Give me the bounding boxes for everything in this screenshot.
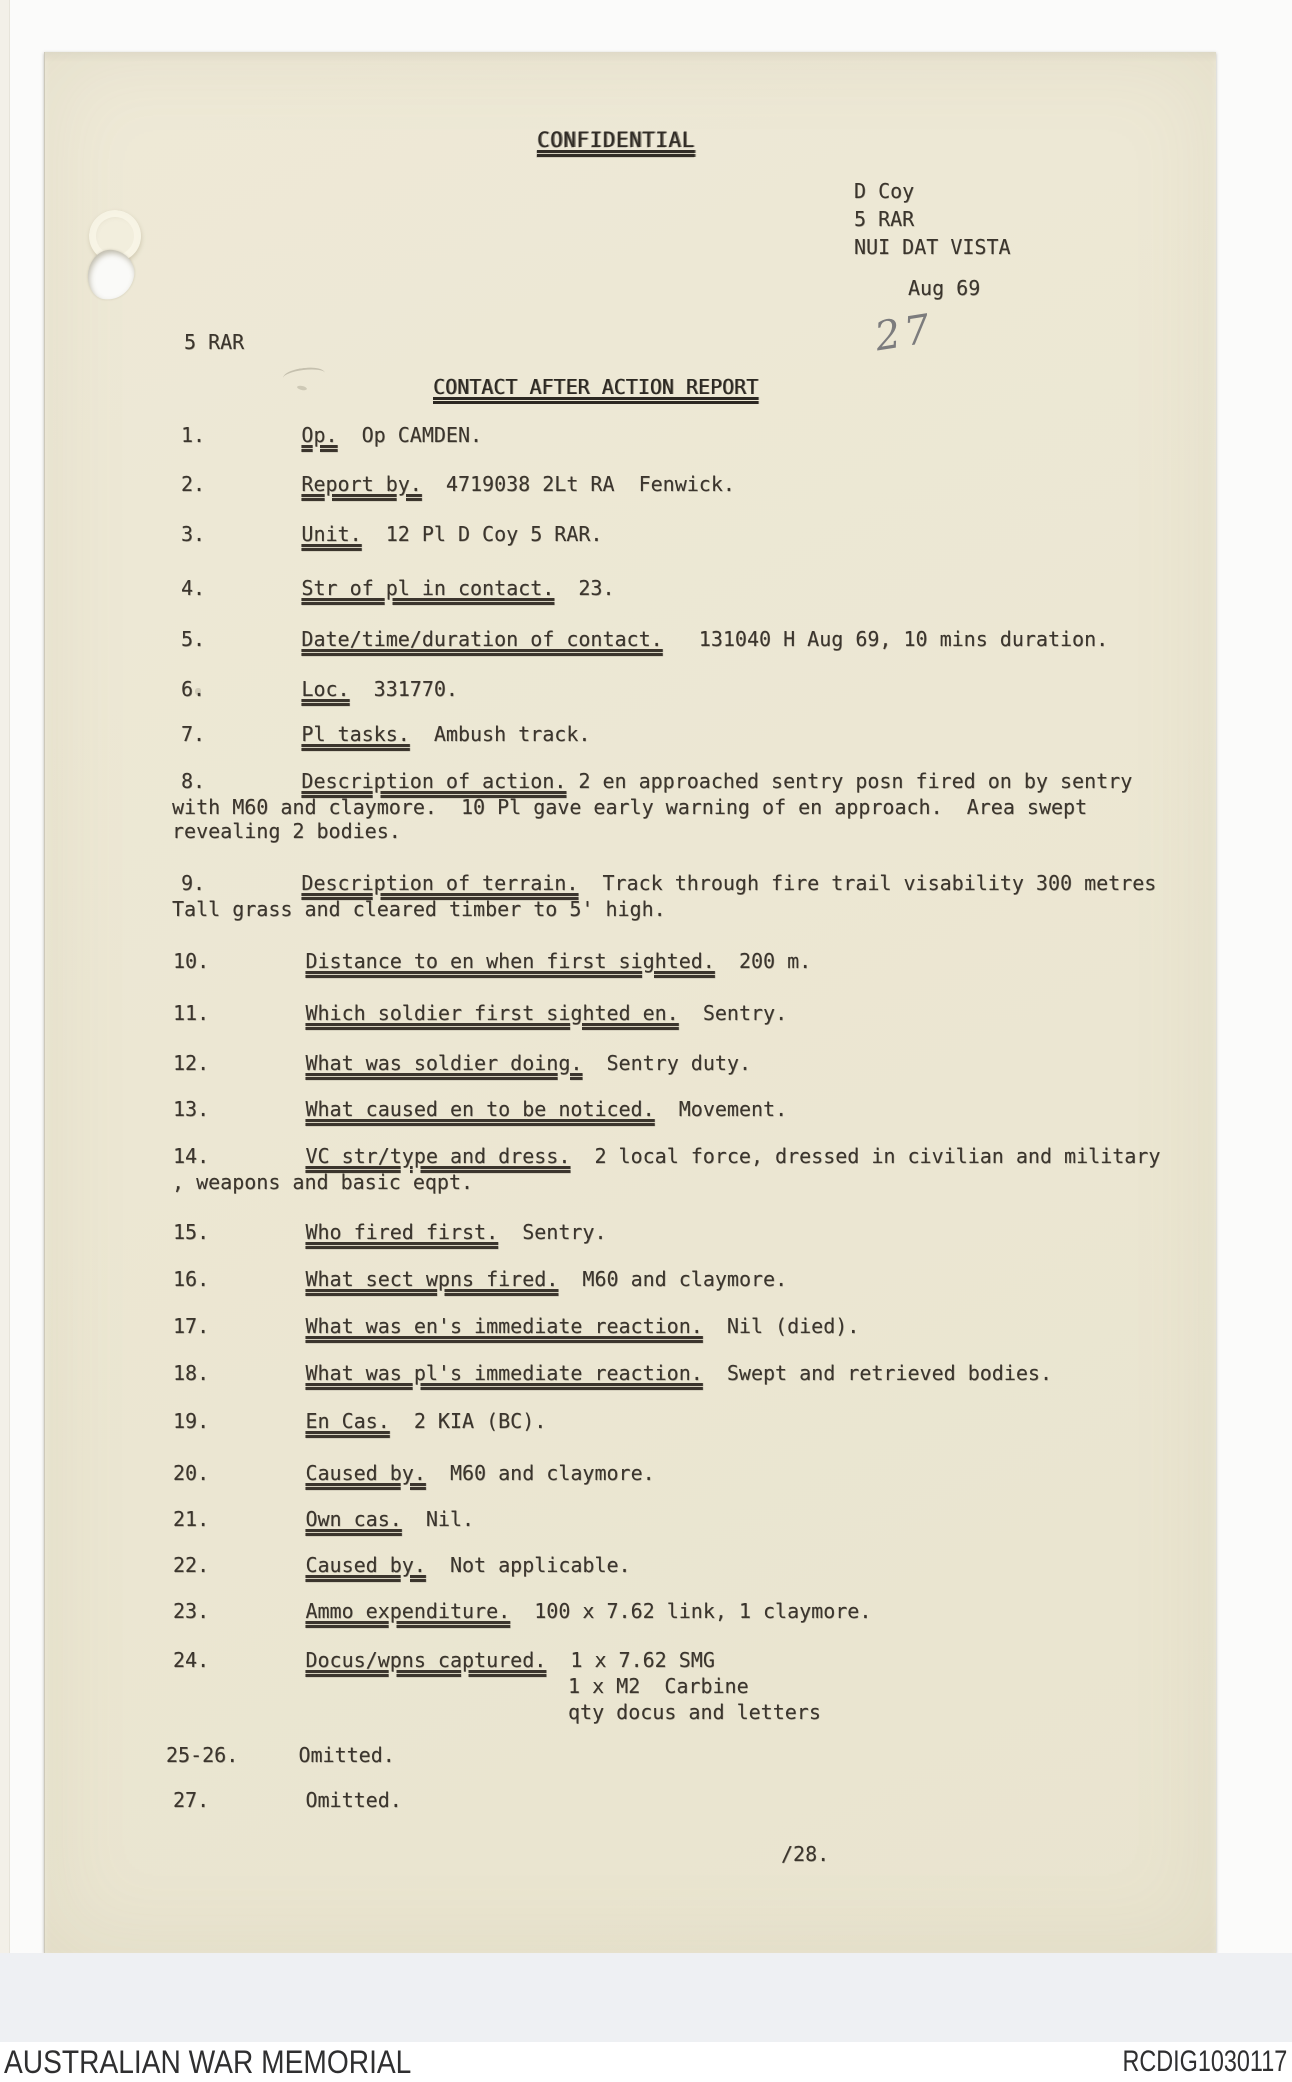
report-item-line: 6. Loc. 331770. xyxy=(181,677,458,701)
report-item-line: 14. VC str/type and dress. 2 local force, dressed in civilian and military xyxy=(173,1144,1161,1168)
report-item-line: 20. Caused by. M60 and claymore. xyxy=(173,1461,655,1485)
report-item-wrap-line: , weapons and basic eqpt. xyxy=(172,1170,474,1194)
report-item-line: 15. Who fired first. Sentry. xyxy=(173,1220,607,1244)
report-item-line: 22. Caused by. Not applicable. xyxy=(173,1553,631,1577)
report-item-line: 13. What caused en to be noticed. Movement. xyxy=(173,1097,788,1121)
report-item-line: 12. What was soldier doing. Sentry duty. xyxy=(173,1051,751,1075)
report-item-line: 18. What was pl's immediate reaction. Swept and retrieved bodies. xyxy=(173,1361,1053,1385)
report-item-wrap-line: qty docus and letters xyxy=(568,1700,821,1724)
classification-stamp: CONFIDENTIAL xyxy=(537,128,695,152)
report-item-line: 9. Description of terrain. Track through fire trail visability 300 metres xyxy=(181,871,1157,895)
report-item-line: 27. Omitted. xyxy=(173,1788,402,1812)
report-item-wrap-line: 1 x M2 Carbine xyxy=(568,1674,749,1698)
report-item-line: 16. What sect wpns fired. M60 and claymore. xyxy=(173,1267,788,1291)
report-item-line: 25-26. Omitted. xyxy=(166,1743,395,1767)
footer-bar xyxy=(0,2042,1292,2082)
report-item-line: 3. Unit. 12 Pl D Coy 5 RAR. xyxy=(181,522,603,546)
report-item-line: 23. Ammo expenditure. 100 x 7.62 link, 1 claymore. xyxy=(173,1599,872,1623)
report-item-wrap-line: revealing 2 bodies. xyxy=(172,819,401,843)
report-item-wrap-line: Tall grass and cleared timber to 5' high. xyxy=(172,897,666,921)
date-typed: Aug 69 xyxy=(908,276,981,300)
report-item-line: 2. Report by. 4719038 2Lt RA Fenwick. xyxy=(181,472,735,496)
report-item-line: 17. What was en's immediate reaction. Nil (died). xyxy=(173,1314,860,1338)
adjacent-page-edge xyxy=(0,0,10,1953)
report-item-line: 7. Pl tasks. Ambush track. xyxy=(181,722,591,746)
report-item-line: 11. Which soldier first sighted en. Sentry. xyxy=(173,1001,788,1025)
report-item-line: 4. Str of pl in contact. 23. xyxy=(181,576,615,600)
unit-block-line-2: 5 RAR xyxy=(854,207,915,231)
report-title: CONTACT AFTER ACTION REPORT xyxy=(433,375,759,399)
report-item-line: 10. Distance to en when first sighted. 200 m. xyxy=(173,949,812,973)
pencil-smudge xyxy=(282,365,326,385)
report-item-line: 1. Op. Op CAMDEN. xyxy=(181,423,483,447)
report-item-line: 8. Description of action. 2 en approached sentry posn fired on by sentry xyxy=(181,769,1133,793)
continuation-marker: /28. xyxy=(781,1842,830,1866)
document-page xyxy=(44,52,1216,1953)
report-item-line: 5. Date/time/duration of contact. 131040 H Aug 69, 10 mins duration. xyxy=(181,627,1109,651)
handwritten-date-day: 27 xyxy=(871,305,938,361)
footer-reference-id: RCDIG1030117 xyxy=(1122,2045,1287,2078)
report-item-line: 24. Docus/wpns captured. 1 x 7.62 SMG xyxy=(173,1648,715,1672)
unit-left: 5 RAR xyxy=(184,330,245,354)
report-item-line: 21. Own cas. Nil. xyxy=(173,1507,475,1531)
footer-institution: AUSTRALIAN WAR MEMORIAL xyxy=(4,2044,412,2080)
unit-block-line-3: NUI DAT VISTA xyxy=(854,235,1011,259)
report-item-wrap-line: with M60 and claymore. 10 Pl gave early warning of en approach. Area swept xyxy=(172,795,1088,819)
pencil-smudge xyxy=(297,385,308,391)
unit-block-line-1: D Coy xyxy=(854,179,915,203)
report-item-line: 19. En Cas. 2 KIA (BC). xyxy=(173,1409,547,1433)
